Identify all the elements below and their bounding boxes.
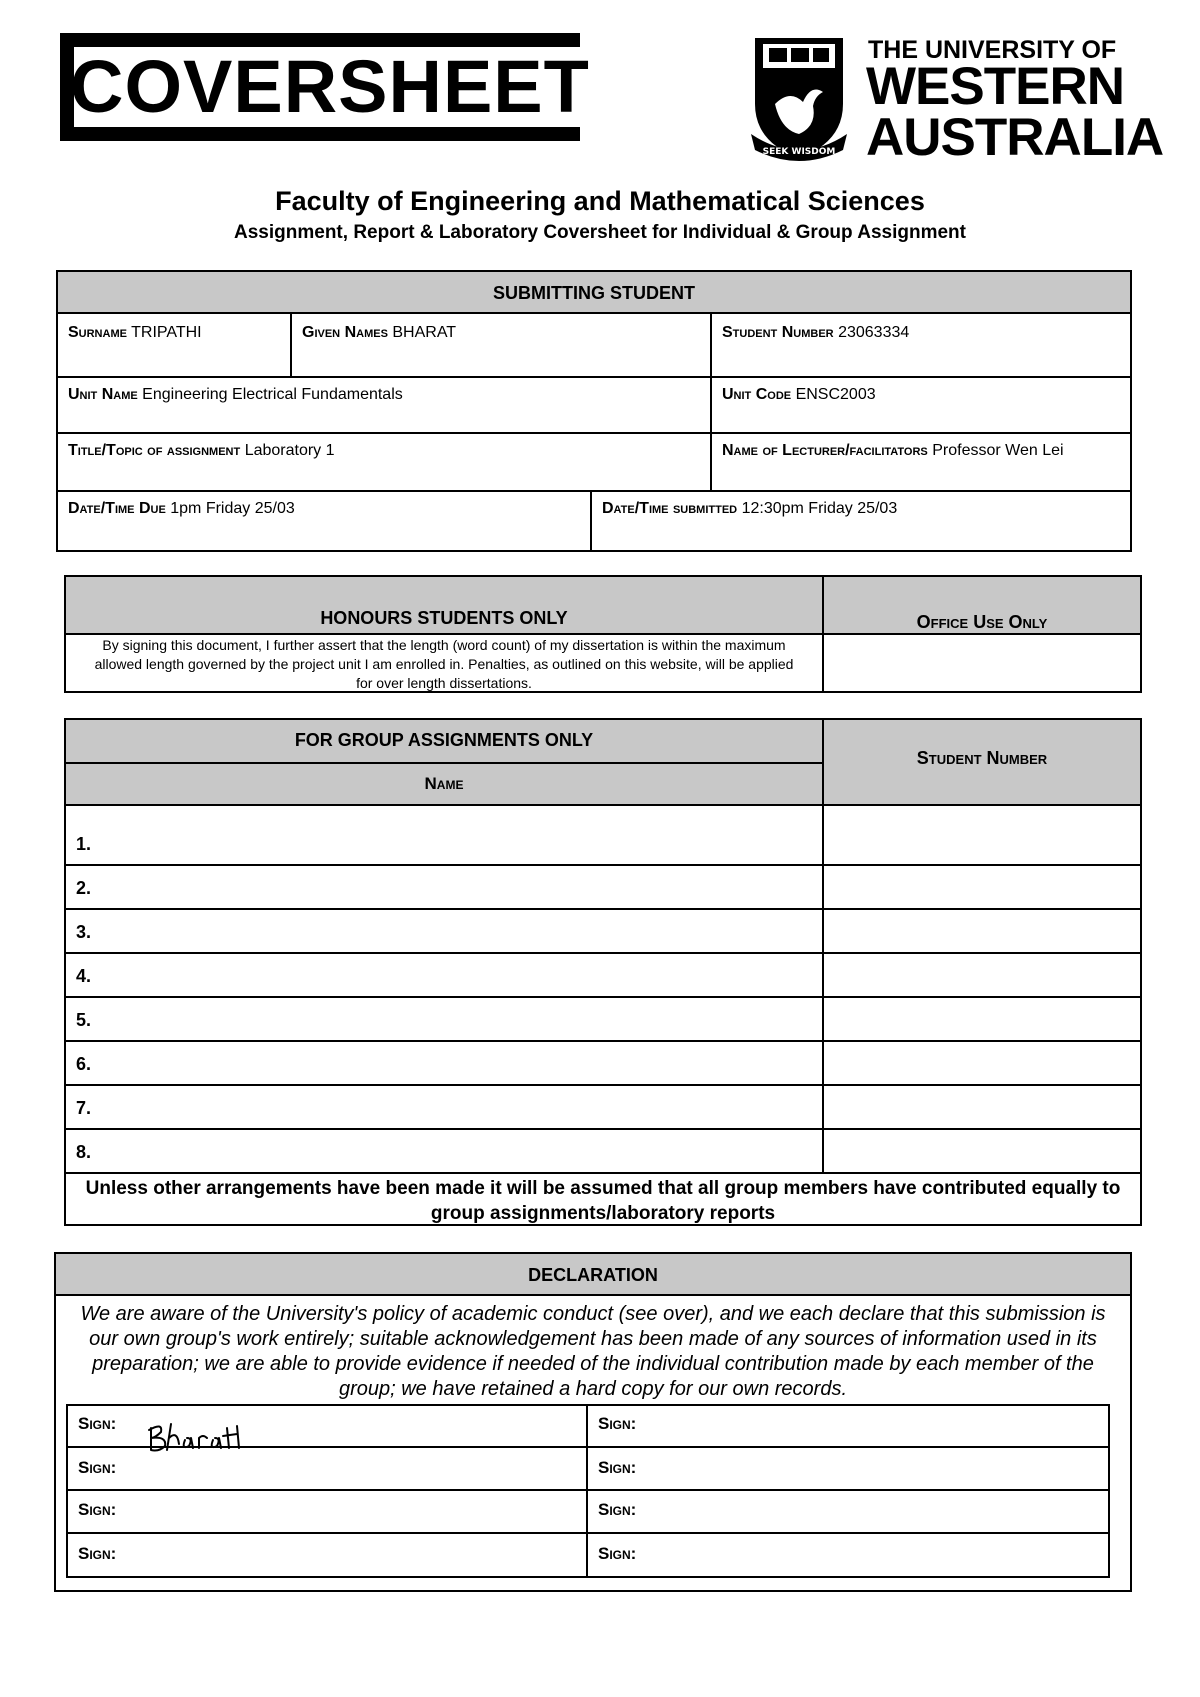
sign-label-5: Sign:	[78, 1500, 117, 1519]
surname-value: TRIPATHI	[131, 324, 202, 341]
unit-code-field[interactable]: Unit Code ENSC2003	[722, 386, 876, 403]
group-member-name-8[interactable]: 8.	[76, 1142, 92, 1162]
assignment-title-value: Laboratory 1	[244, 442, 335, 459]
sign-label-8: Sign:	[598, 1544, 637, 1563]
form-subtitle: Assignment, Report & Laboratory Coversheet for Individual & Group Assignment	[234, 222, 966, 243]
group-member-number-5[interactable]	[826, 998, 1138, 1038]
declaration-heading: DECLARATION	[56, 1254, 1130, 1296]
group-member-name-6[interactable]: 6.	[76, 1054, 92, 1074]
student-number-field[interactable]: Student Number 23063334	[722, 324, 910, 341]
crest-motto: SEEK WISDOM	[762, 147, 836, 157]
student-number-value: 23063334	[838, 324, 910, 341]
group-member-name-4[interactable]: 4.	[76, 966, 92, 986]
group-member-name-5[interactable]: 5.	[76, 1010, 92, 1030]
sign-label-7: Sign:	[78, 1544, 117, 1563]
sign-label-6: Sign:	[598, 1500, 637, 1519]
lecturer-value: Professor Wen Lei	[932, 442, 1064, 459]
assignment-title-field[interactable]: Title/Topic of assignment Laboratory 1	[68, 442, 335, 459]
group-member-name-3[interactable]: 3.	[76, 922, 92, 942]
group-member-number-7[interactable]	[826, 1086, 1138, 1126]
university-crest-icon	[745, 34, 853, 162]
sign-label-1: Sign:	[78, 1414, 117, 1433]
given-names-field[interactable]: Given Names BHARAT	[302, 324, 457, 341]
group-member-number-3[interactable]	[826, 910, 1138, 950]
due-date-field[interactable]: Date/Time Due 1pm Friday 25/03	[68, 500, 295, 517]
group-contribution-note: Unless other arrangements have been made it will be assumed that all group members have contributed equally to group assignments/laboratory reports	[85, 1178, 1121, 1224]
surname-field[interactable]: Surname TRIPATHI	[68, 324, 202, 341]
submitted-date-value: 12:30pm Friday 25/03	[741, 500, 898, 517]
group-member-name-2[interactable]: 2.	[76, 878, 92, 898]
unit-name-value: Engineering Electrical Fundamentals	[142, 386, 403, 403]
sign-label-3: Sign:	[78, 1458, 117, 1477]
group-member-number-8[interactable]	[826, 1130, 1138, 1170]
honours-statement: By signing this document, I further assert that the length (word count) of my dissertation is within the maximum allowed length governed by the project unit I am enrolled in. Penalties, as outlined on this website, will be applied for over length dissertations.	[94, 637, 794, 691]
group-member-number-2[interactable]	[826, 866, 1138, 906]
handwritten-signature[interactable]	[145, 1420, 265, 1456]
university-name-line3: AUSTRALIA	[866, 108, 1164, 167]
due-date-value: 1pm Friday 25/03	[170, 500, 295, 517]
sign-label-2: Sign:	[598, 1414, 637, 1433]
submitted-date-field[interactable]: Date/Time submitted 12:30pm Friday 25/03	[602, 500, 898, 517]
coversheet-title: COVERSHEET	[70, 45, 590, 128]
lecturer-field[interactable]: Name of Lecturer/facilitators Professor Wen Lei	[722, 442, 1064, 459]
group-member-name-7[interactable]: 7.	[76, 1098, 92, 1118]
office-use-heading: Office Use Only	[916, 612, 1048, 632]
group-member-name-1[interactable]: 1.	[76, 834, 92, 854]
unit-code-value: ENSC2003	[795, 386, 876, 403]
student-number-column-heading: Student Number	[916, 748, 1048, 768]
sign-label-4: Sign:	[598, 1458, 637, 1477]
university-name-line1: THE UNIVERSITY OF	[868, 36, 1117, 64]
group-heading: FOR GROUP ASSIGNMENTS ONLY	[294, 730, 594, 750]
honours-heading: HONOURS STUDENTS ONLY	[320, 608, 568, 628]
group-member-number-4[interactable]	[826, 954, 1138, 994]
university-name-line2: WESTERN	[866, 57, 1124, 116]
office-use-box	[824, 637, 1140, 691]
submitting-student-heading: SUBMITTING STUDENT	[58, 272, 1130, 314]
given-names-value: BHARAT	[392, 324, 457, 341]
group-member-number-1[interactable]	[826, 810, 1138, 862]
group-member-number-6[interactable]	[826, 1042, 1138, 1082]
declaration-text: We are aware of the University's policy of academic conduct (see over), and we each declare that this submission is our own group's work entirely; suitable acknowledgement has been made of any sources of information used in its preparation; we are able to provide evidence if needed of the individual contribution made by each member of the group; we have retained a hard copy for our own records.	[80, 1303, 1106, 1400]
name-column-heading: Name	[424, 774, 464, 793]
unit-name-field[interactable]: Unit Name Engineering Electrical Fundamentals	[68, 386, 403, 403]
faculty-title: Faculty of Engineering and Mathematical Sciences	[275, 186, 925, 216]
